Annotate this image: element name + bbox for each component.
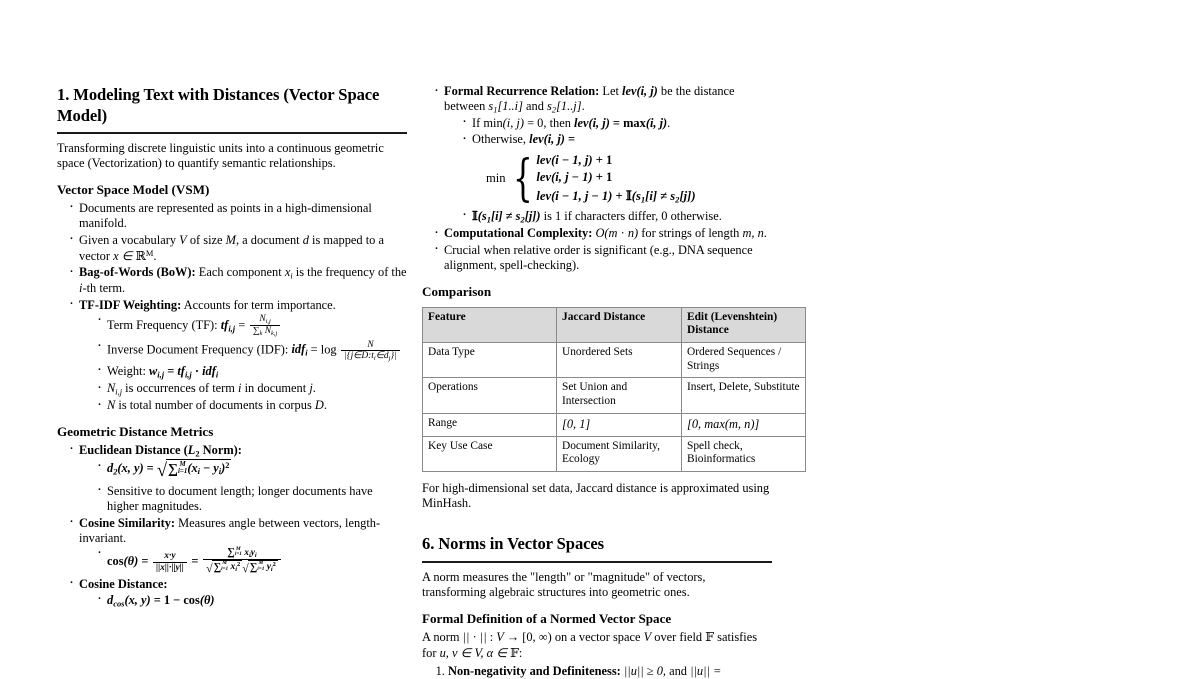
- vocabulary-prefix: Given a vocabulary: [79, 232, 177, 247]
- vocabulary-tail: is mapped to a vector: [79, 232, 384, 263]
- nij-desc-b: in document: [244, 381, 307, 396]
- recurrence-sublist: [444, 116, 772, 225]
- case-insertion: lev(i, j − 1) + 1: [536, 170, 613, 185]
- cosine-sim-label: Cosine Similarity:: [79, 515, 176, 530]
- math-j-doc: j: [309, 381, 313, 396]
- math-weight: $w_{i,j} = tf_{i,j} \cdot idf_i$: [149, 363, 219, 380]
- if-min-label: If: [472, 115, 481, 130]
- math-tf-fraction: $\frac{N_{i,j}}{\sum_k N_{k,j}}$: [250, 314, 280, 338]
- recurrence-text-a: Let: [602, 84, 619, 98]
- list-item: [448, 664, 772, 679]
- comparison-heading: Comparison: [422, 284, 492, 300]
- math-idf: idf$_i$: [291, 341, 308, 358]
- list-item: [69, 265, 407, 296]
- bow-text-b: is the frequency of the: [295, 265, 407, 280]
- list-item: [69, 201, 407, 231]
- math-N: N: [107, 398, 116, 413]
- math-big-o: O(m · n): [595, 226, 639, 241]
- cell-jaccard: Unordered Sets: [557, 342, 682, 377]
- math-cosine-similarity: cos(θ) = $\frac{x\cdot y}{||x||\cdot||y||}$ = ∑ M i=1 $x_iy_i$ √∑ M i=1 $x_i^2$ √∑ M i=1 $y_i^2$: [107, 554, 282, 568]
- math-cosine-distance: $d_{cos}(x$, y) = 1 − cos(θ): [107, 592, 215, 609]
- table-row: [423, 413, 806, 436]
- documents-points-text: Documents are represented as points in a high-dimensional manifold.: [79, 200, 372, 230]
- list-item: [462, 132, 772, 206]
- math-s1-range: $s_1[1..i]$: [488, 99, 523, 115]
- min-label: min: [486, 171, 506, 186]
- tfidf-label: TF-IDF Weighting:: [79, 297, 182, 312]
- math-M: M: [225, 232, 236, 247]
- bow-text-c: -th term.: [82, 280, 126, 295]
- list-item: · Given a vocabulary V of size M, a document d is mapped to a vector x ∈ ℝ$^M$.: [69, 233, 407, 264]
- list-item: · Computational Complexity: O(m · n) for strings of length m, n.: [434, 226, 772, 241]
- math-field-F: 𝔽: [705, 628, 715, 644]
- math-cases-block: [486, 149, 772, 208]
- cell-edit: Spell check, Bioinformatics: [682, 436, 806, 471]
- vsm-list: [57, 201, 407, 414]
- list-item: · Term Frequency (TF): $tf_{i,j}$ = $\frac{N_{i,j}}{\sum_k N_{k,j}}$: [97, 314, 407, 338]
- cosine-dist-sublist: [79, 593, 407, 609]
- math-lev-ij: lev(i, j): [622, 84, 658, 98]
- n-desc: is total number of documents in corpus: [118, 398, 312, 413]
- tfidf-text: Accounts for term importance.: [183, 297, 336, 312]
- left-column: [57, 84, 407, 610]
- table-row: [423, 378, 806, 413]
- left-brace: {: [512, 149, 533, 208]
- weight-label: Weight:: [107, 363, 146, 378]
- list-item: · If min(i, j) = 0, then lev(i, j) = max(i, j).: [462, 116, 772, 131]
- cell-jaccard: Document Similarity, Ecology: [557, 436, 682, 471]
- cosine-sim-text: Measures angle between vectors, length-invariant.: [79, 515, 381, 545]
- list-item: · Inverse Document Frequency (IDF): idf$_i$ = log $\frac{N}{|\{j\in D:t_i\in d_j\}|}$: [97, 340, 407, 363]
- cell-feature: Range: [423, 413, 557, 436]
- euclid-sublist: [79, 459, 407, 514]
- tfidf-sublist: [79, 314, 407, 414]
- table-header-feature: Feature: [423, 307, 557, 342]
- math-N-ij: $N_{i,j}$: [107, 381, 123, 397]
- cosine-dist-label: Cosine Distance:: [79, 576, 168, 591]
- list-item: [69, 516, 407, 576]
- bow-label: Bag-of-Words (BoW):: [79, 265, 196, 280]
- norms-title: 6. Norms in Vector Spaces: [422, 534, 605, 554]
- comparison-table: [422, 307, 806, 472]
- metrics-heading: Geometric Distance Metrics: [57, 424, 214, 440]
- cosine-sim-sublist: [79, 547, 407, 576]
- complexity-label: Computational Complexity:: [444, 226, 593, 241]
- cell-edit: Insert, Delete, Substitute: [682, 378, 806, 413]
- math-D: D: [314, 398, 324, 413]
- recurrence-text-b: be the distance between: [444, 84, 735, 114]
- list-item: [69, 443, 407, 514]
- otherwise-label: Otherwise,: [472, 132, 527, 147]
- math-norm-map: || · || : V → [0, ∞): [462, 629, 552, 644]
- minhash-note: For high-dimensional set data, Jaccard distance is approximated using MinHash.: [422, 480, 770, 510]
- math-min-condition: min(i, j) = 0,: [483, 115, 547, 130]
- math-m-n: m, n: [742, 226, 764, 241]
- nij-desc-a: is occurrences of term: [125, 381, 235, 396]
- math-log: log: [320, 341, 337, 356]
- bow-text-a: Each component: [198, 265, 282, 280]
- math-i: i: [79, 280, 83, 295]
- norms-title-rule: [422, 561, 772, 563]
- math-i-term: i: [238, 381, 242, 396]
- axiom-1-label: Non-negativity and Definiteness:: [448, 663, 621, 678]
- page-title: 1. Modeling Text with Distances (Vector Space Model): [57, 85, 380, 126]
- section-spacer: [422, 523, 772, 533]
- euclid-note: Sensitive to document length; longer documents have higher magnitudes.: [107, 483, 373, 513]
- metrics-list: [57, 443, 407, 609]
- math-u-v-alpha: u, v ∈ V, α ∈ 𝔽: [439, 644, 519, 660]
- list-item: [462, 208, 772, 225]
- math-vector-x-in-R-M: x ∈ ℝ$^M$: [113, 247, 154, 263]
- cell-edit: Ordered Sequences / Strings: [682, 342, 806, 377]
- vocabulary-mid: of size: [189, 232, 223, 247]
- list-item: [69, 298, 407, 414]
- math-lev-equals-max: lev(i, j) = max(i, j): [574, 115, 668, 130]
- math-axiom-1b: ||u|| =: [690, 663, 722, 678]
- math-axiom-1a: ||u|| ≥ 0,: [623, 663, 666, 678]
- case-substitution: lev(i − 1, $j - 1) + 𝕀(s_1[i] \ne s_2[j])$: [536, 188, 696, 205]
- math-lev-otherwise: lev(i, j) =: [529, 132, 576, 147]
- cell-jaccard: [0, 1]: [557, 413, 682, 436]
- axiom-1-tail: and: [669, 663, 687, 678]
- order-note: Crucial when relative order is significant (e.g., DNA sequence alignment, spell-checking).: [444, 242, 753, 273]
- recurrence-list: [422, 84, 772, 273]
- vsm-heading: Vector Space Model (VSM): [57, 182, 210, 198]
- list-item: [97, 364, 407, 380]
- indicator-note: is 1 if characters differ, 0 otherwise.: [543, 209, 722, 224]
- math-V: V: [179, 232, 187, 247]
- table-header-edit: Edit (Levenshtein) Distance: [682, 307, 806, 342]
- math-x-i: $x_i$: [284, 265, 293, 281]
- cell-feature: Key Use Case: [423, 436, 557, 471]
- recurrence-label: Formal Recurrence Relation:: [444, 84, 600, 98]
- title-rule: [57, 132, 407, 134]
- intro-paragraph: Transforming discrete linguistic units into a continuous geometric space (Vectorization) to quantify semantic relationships.: [57, 141, 384, 171]
- cell-feature: Operations: [423, 378, 557, 413]
- norms-def-b: on a vector space: [554, 629, 641, 644]
- list-item: · $N_{i,j}$ is occurrences of term i in document j.: [97, 381, 407, 397]
- math-d: d: [302, 232, 309, 247]
- norms-def-d: satisfies for: [422, 629, 758, 660]
- cell-jaccard: Set Union and Intersection: [557, 378, 682, 413]
- idf-label: Inverse Document Frequency (IDF):: [107, 341, 289, 356]
- right-column: [422, 84, 800, 679]
- norm-axioms-list: [422, 664, 772, 679]
- list-item: [97, 593, 407, 609]
- list-item: · N is total number of documents in corpus D.: [97, 398, 407, 413]
- math-V-space: V: [643, 629, 652, 644]
- table-row: [423, 342, 806, 377]
- recurrence-and: and: [526, 99, 544, 114]
- complexity-text: for strings of length: [641, 226, 740, 241]
- list-item: [69, 577, 407, 609]
- list-item: [97, 547, 407, 576]
- norms-def-c: over field: [654, 629, 703, 644]
- list-item: · Formal Recurrence Relation: Let lev(i, j) be the distance between $s_1[1..i]$ and $s_2[1..j]$. · If min(i, j) = 0, then lev(i, j) = max(i, j). · Otherwise, lev(i, j) = min { lev(i − 1, j) + 1 lev(i, j − 1) + 1 lev(i − 1, $j - 1) + 𝕀(s_1[i] \ne s_2[j])$ · $𝕀(s_1[i] \ne s_2[j])$ is 1 if characters differ, 0 otherwise.: [434, 84, 772, 225]
- norms-definition-paragraph: A norm || · || : V → [0, ∞) on a vector space V over field 𝔽 satisfies for u, v ∈ V, α ∈ 𝔽:: [422, 628, 758, 660]
- case-deletion: lev(i − 1, j) + 1: [536, 152, 613, 167]
- list-item: [97, 484, 407, 514]
- math-s2-range: $s_2[1..j]$: [547, 99, 582, 115]
- math-idf-fraction: $\frac{N}{|\{j\in D:t_i\in d_j\}|}$: [341, 340, 400, 363]
- if-min-tail: then: [549, 115, 571, 130]
- math-tf: $tf_{i,j}$: [220, 317, 236, 333]
- norms-definition-heading: Formal Definition of a Normed Vector Space: [422, 610, 672, 626]
- table-row: [423, 436, 806, 471]
- norms-def-a: A norm: [422, 629, 460, 644]
- norms-intro: A norm measures the "length" or "magnitude" of vectors, transforming algebraic structures into geometric ones.: [422, 569, 706, 599]
- table-header-row: [423, 307, 806, 342]
- list-item: [434, 243, 772, 273]
- euclid-label: Euclidean Distance ($L_2$ Norm):: [79, 442, 242, 459]
- list-item: [97, 459, 407, 482]
- math-euclidean-distance: $d_2(x$, y) = √∑ M i=1 $(x_i - y_i)^2$: [107, 459, 230, 481]
- cell-edit: [0, max(m, n)]: [682, 413, 806, 436]
- table-header-jaccard: Jaccard Distance: [557, 307, 682, 342]
- math-indicator: $𝕀(s_1[i] \ne s_2[j])$: [472, 208, 541, 225]
- tf-label: Term Frequency (TF):: [107, 317, 218, 332]
- cell-feature: Data Type: [423, 342, 557, 377]
- vocabulary-mid2: , a document: [235, 232, 300, 247]
